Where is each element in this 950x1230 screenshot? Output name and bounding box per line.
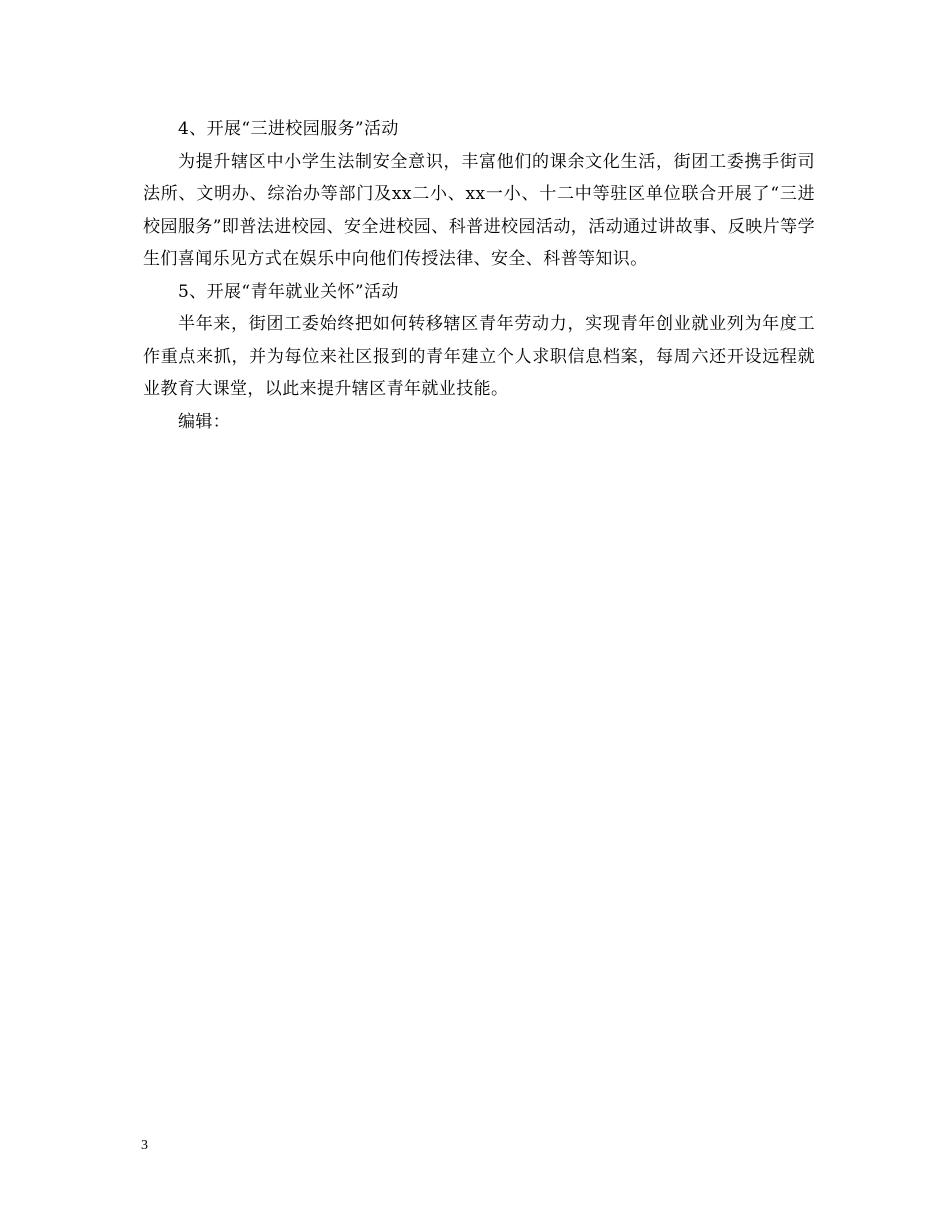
page-number: 3 [141,1138,148,1153]
body-paragraph-youth-employment: 半年来，街团工委始终把如何转移辖区青年劳动力，实现青年创业就业列为年度工作重点来抓，并为每位来社区报到的青年建立个人求职信息档案，每周六还开设远程就业教育大课堂，以此来提升辖区青年就业技能。 [143,314,815,399]
document-body [143,113,815,438]
body-paragraph-campus-service: 为提升辖区中小学生法制安全意识，丰富他们的课余文化生活，街团工委携手街司法所、文明办、综治办等部门及xx二小、xx一小、十二中等驻区单位联合开展了“三进校园服务”即普法进校园、安全进校园、科普进校园活动，活动通过讲故事、反映片等学生们喜闻乐见方式在娱乐中向他们传授法律、安全、科普等知识。 [143,151,815,269]
section-heading-4: 4、开展“三进校园服务”活动 [178,119,399,139]
section-heading-5: 5、开展“青年就业关怀”活动 [178,281,399,302]
editor-label: 编辑： [178,411,231,432]
